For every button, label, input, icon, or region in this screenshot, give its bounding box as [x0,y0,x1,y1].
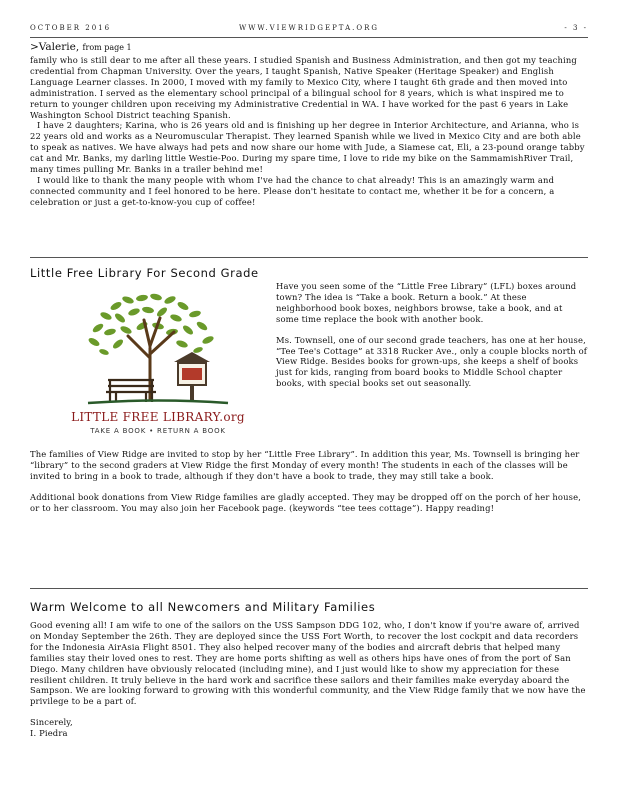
page-header [30,24,588,36]
library-details [30,449,588,514]
library-paragraph-2: Ms. Townsell, one of our second grade teachers, has one at her house, “Tee Tee's Cottage” at 3318 Rucker Ave., only a couple blocks north of View Ridge. Besides books for grown-ups, she keeps a shelf of books just for kids, ranging from board books to Middle School chapter books, with special books set out seasonally. [276,334,588,389]
header-date: OCTOBER 2016 [30,24,112,32]
welcome-signature: I. Piedra [30,728,68,739]
valerie-article [30,55,588,208]
welcome-article [30,620,588,739]
logo-tagline: TAKE A BOOK • RETURN A BOOK [90,427,226,435]
library-paragraph-3: The families of View Ridge are invited to stop by her “Little Free Library”. In addition this year, Ms. Townsell is bringing her “library” to the second graders at View Ridge the first Monday of every month! The students in each of the classes will be invited to bring in a book to trade, although if they don't have a book to trade, they may still take a book. [30,449,580,481]
welcome-closing: Sincerely, [30,717,73,728]
library-section-title: Little Free Library For Second Grade [30,266,259,280]
welcome-section-title: Warm Welcome to all Newcomers and Military Families [30,600,376,614]
tree-bench-library-icon [58,288,258,440]
library-paragraph-4: Additional book donations from View Ridge families are gladly accepted. They may be dropped off on the porch of her house, or to her classroom. You may also join her Facebook page. (keywords “tee tees cottage”). Happy reading! [30,491,582,513]
welcome-paragraph-1: Good evening all! I am wife to one of the sailors on the USS Sampson DDG 102, who, I don't know if you're aware of, arrived on Monday September the 26th. They are deployed since the USS Fort Worth, to recover the lost cockpit and data recorders for the Indonesia AirAsia Flight 8501. They also helped recover many of the bodies and aircraft debris that helped many families stay their loved ones to rest. They are home ports shifting as well as others hips have ones of from the port of San Diego. Many children have obviously relocated (including mine), and I just would like to show my appreciation for these resilient children. It truly believe in the hard work and sacrifice these sailors and their families make everyday aboard the Sampson. We are looking forward to growing with this wonderful community, and the View Ridge family that we now have the privilege to be a part of. [30,620,586,707]
library-paragraph-1: Have you seen some of the “Little Free Library” (LFL) boxes around town? The idea is “Take a book. Return a book.” At these neighborhood book boxes, neighbors browse, take a book, and at some time replace the book with another book. [276,281,577,324]
valerie-paragraph-3: I would like to thank the many people with whom I've had the chance to chat already! This is an amazingly warm and connected community and I feel honored to be here. Please don't hesitate to contact me, whether it be for a concern, a celebration or just a get-to-know-you cup of coffee! [30,174,555,207]
logo-text: LITTLE FREE LIBRARY.org [71,410,245,424]
section-divider [30,257,588,258]
section-divider [30,588,588,589]
little-free-library-logo [58,288,258,440]
header-rule [30,37,588,38]
header-website: WWW.VIEWRIDGEPTA.ORG [239,24,379,32]
byline-name: >Valerie, [30,41,80,53]
header-page-number: - 3 - [564,24,588,32]
valerie-paragraph-2: I have 2 daughters; Karina, who is 26 years old and is finishing up her degree in Interior Architecture, and Arianna, who is 22 years old and works as a Neuromuscular Therapist. They learned Spanish while we lived in Mexico City and are both able to speak as natives. We have always had pets and now share our home with Jude, a Siamese cat, Eli, a 23-pound orange tabby cat and Mr. Banks, my darling little Westie-Poo. During my spare time, I love to ride my bike on the SammamishRiver Trail, many times pulling Mr. Banks in a trailer behind me! [30,120,585,175]
byline-continued: from page 1 [82,43,132,52]
article-byline [30,41,132,53]
library-intro [276,281,588,389]
valerie-paragraph-1: family who is still dear to me after all these years. I studied Spanish and Business Administration, and then got my teaching credential from Chapman University. Over the years, I taught Spanish, Native Speaker (Heritage Speaker) and English Language Learner classes. In 2000, I moved with my family to Mexico City, where I taught 6th grade and then moved into administration. I served as the elementary school principal of a bilingual school for 8 years, which is what inspired me to return to younger children upon receiving my Administrative Credential in WA. I have worked for the past 6 years in Lake Washington School District teaching Spanish. [30,55,577,120]
